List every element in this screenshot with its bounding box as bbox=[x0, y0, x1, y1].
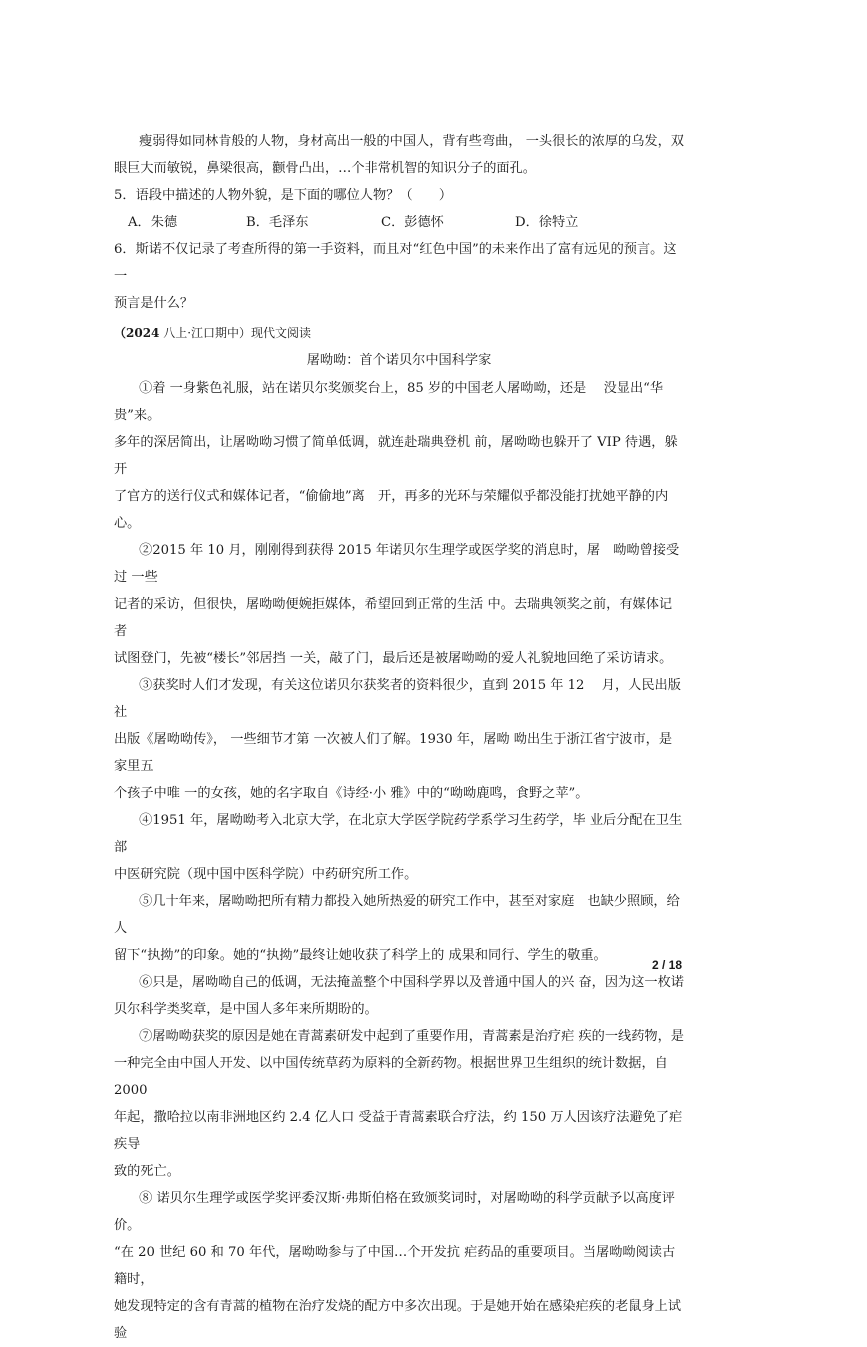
paragraph-5 bbox=[114, 888, 684, 969]
paragraph-line: 一种完全由中国人开发、以中国传统草药为原料的全新药物。根据世界卫生组织的统计数据，自 2000 bbox=[114, 1056, 668, 1098]
paragraph-line: 了官方的送行仪式和媒体记者，“偷偷地”离 开，再多的光环与荣耀似乎都没能打扰她平静的内心。 bbox=[114, 489, 669, 531]
paragraph-line: 年起，撒哈拉以南非洲地区约 2.4 亿人口 受益于青蒿素联合疗法，约 150 万人因该疗法避免了疟疾导 bbox=[114, 1110, 683, 1152]
paragraph-line: 出版《屠呦呦传》， 一些细节才第 一次被人们了解。1930 年，屠呦 呦出生于浙江省宁波市，是家里五 bbox=[114, 732, 673, 774]
question-6-line: 6．斯诺不仅记录了考查所得的第一手资料，而且对“红色中国”的未来作出了富有远见的预言。这一 bbox=[114, 242, 677, 284]
paragraph-line: 试图登门，先被“楼长”邻居挡 一关，敲了门，最后还是被屠呦呦的爱人礼貌地回绝了采访请求。 bbox=[114, 651, 673, 666]
paragraph-line: ④1951 年，屠呦呦考入北京大学，在北京大学医学院药学系学习生药学，毕 业后分配在卫生部 bbox=[114, 813, 683, 855]
paragraph-line: 贝尔科学类奖章，是中国人多年来所期盼的。 bbox=[114, 1002, 378, 1017]
article-title: 屠呦呦：首个诺贝尔中国科学家 bbox=[306, 353, 492, 368]
page-content bbox=[114, 128, 684, 1347]
paragraph-2 bbox=[114, 537, 684, 672]
option-c: C．彭德怀 bbox=[381, 215, 444, 230]
option-a: A．朱德 bbox=[128, 215, 178, 230]
paragraph-line: ⑤几十年来，屠呦呦把所有精力都投入她所热爱的研究工作中，甚至对家庭 也缺少照顾，给人 bbox=[114, 894, 680, 936]
paragraph-line: 多年的深居简出，让屠呦呦习惯了简单低调，就连赴瑞典登机 前，屠呦呦也躲开了 VIP 待遇，躲开 bbox=[114, 435, 678, 477]
paragraph-6 bbox=[114, 969, 684, 1023]
article-body bbox=[114, 375, 684, 1347]
paragraph-line: ⑥只是，屠呦呦自己的低调，无法掩盖整个中国科学界以及普通中国人的兴 奋，因为这一枚诺 bbox=[139, 975, 684, 990]
paragraph-line: 记者的采访，但很快，屠呦呦便婉拒媒体，希望回到正常的生活 中。去瑞典领奖之前，有媒体记者 bbox=[114, 597, 673, 639]
paragraph-7 bbox=[114, 1023, 684, 1185]
question-6-line: 预言是什么？ bbox=[114, 296, 194, 311]
paragraph-line: 中医研究院（现中国中医科学院）中药研究所工作。 bbox=[114, 867, 418, 882]
paragraph-line: 留下“执拗”的印象。她的“执拗”最终让她收获了科学上的 成果和同行、学生的敬重。 bbox=[114, 948, 607, 963]
paragraph-line: “在 20 世纪 60 和 70 年代，屠呦呦参与了中国…个开发抗 疟药品的重要项目。当屠呦呦阅读古籍时， bbox=[114, 1245, 676, 1287]
paragraph-line: ②2015 年 10 月，刚刚得到获得 2015 年诺贝尔生理学或医学奖的消息时，屠 呦呦曾接受过 一些 bbox=[114, 543, 680, 585]
paragraph-line: ⑦屠呦呦获奖的原因是她在青蒿素研发中起到了重要作用，青蒿素是治疗疟 疾的一线药物，是 bbox=[139, 1029, 684, 1044]
intro-line: 眼巨大而敏锐，鼻梁很高，颧骨凸出，…个非常机智的知识分子的面孔。 bbox=[114, 161, 536, 176]
intro-line: 瘦弱得如同林肯般的人物，身材高出一般的中国人，背有些弯曲， 一头很长的浓厚的乌发，双 bbox=[139, 134, 684, 149]
option-b: B．毛泽东 bbox=[246, 215, 309, 230]
paragraph-line: 她发现特定的含有青蒿的植物在治疗发烧的配方中多次出现。于是她开始在感染疟疾的老鼠身上试验 bbox=[114, 1299, 682, 1341]
paragraph-3 bbox=[114, 672, 684, 807]
paragraph-8 bbox=[114, 1185, 684, 1347]
paragraph-line: ⑧ 诺贝尔生理学或医学奖评委汉斯·弗斯伯格在致颁奖词时，对屠呦呦的科学贡献予以高度评价。 bbox=[114, 1191, 675, 1233]
question-5: 5．语段中描述的人物外貌，是下面的哪位人物？（ ） bbox=[114, 188, 453, 203]
paragraph-1 bbox=[114, 375, 684, 537]
source-text: 八上·江口期中）现代文阅读 bbox=[159, 326, 312, 340]
page-number: 2 / 18 bbox=[652, 958, 683, 972]
question-5-options bbox=[114, 209, 684, 236]
paragraph-line: ③获奖时人们才发现，有关这位诺贝尔获奖者的资料很少，直到 2015 年 12 月，人民出版社 bbox=[114, 678, 681, 720]
paragraph-line: 致的死亡。 bbox=[114, 1164, 180, 1179]
source-year: （2024 bbox=[114, 326, 160, 340]
source-line bbox=[114, 319, 684, 347]
paragraph-line: ①着 一身紫色礼服，站在诺贝尔奖颁奖台上，85 岁的中国老人屠呦呦，还是 没显出“华贵”来。 bbox=[114, 381, 664, 423]
paragraph-line: 个孩子中唯 一的女孩，她的名字取自《诗经·小 雅》中的“呦呦鹿鸣，食野之苹”。 bbox=[114, 786, 589, 801]
paragraph-4 bbox=[114, 807, 684, 888]
option-d: D．徐特立 bbox=[515, 215, 579, 230]
